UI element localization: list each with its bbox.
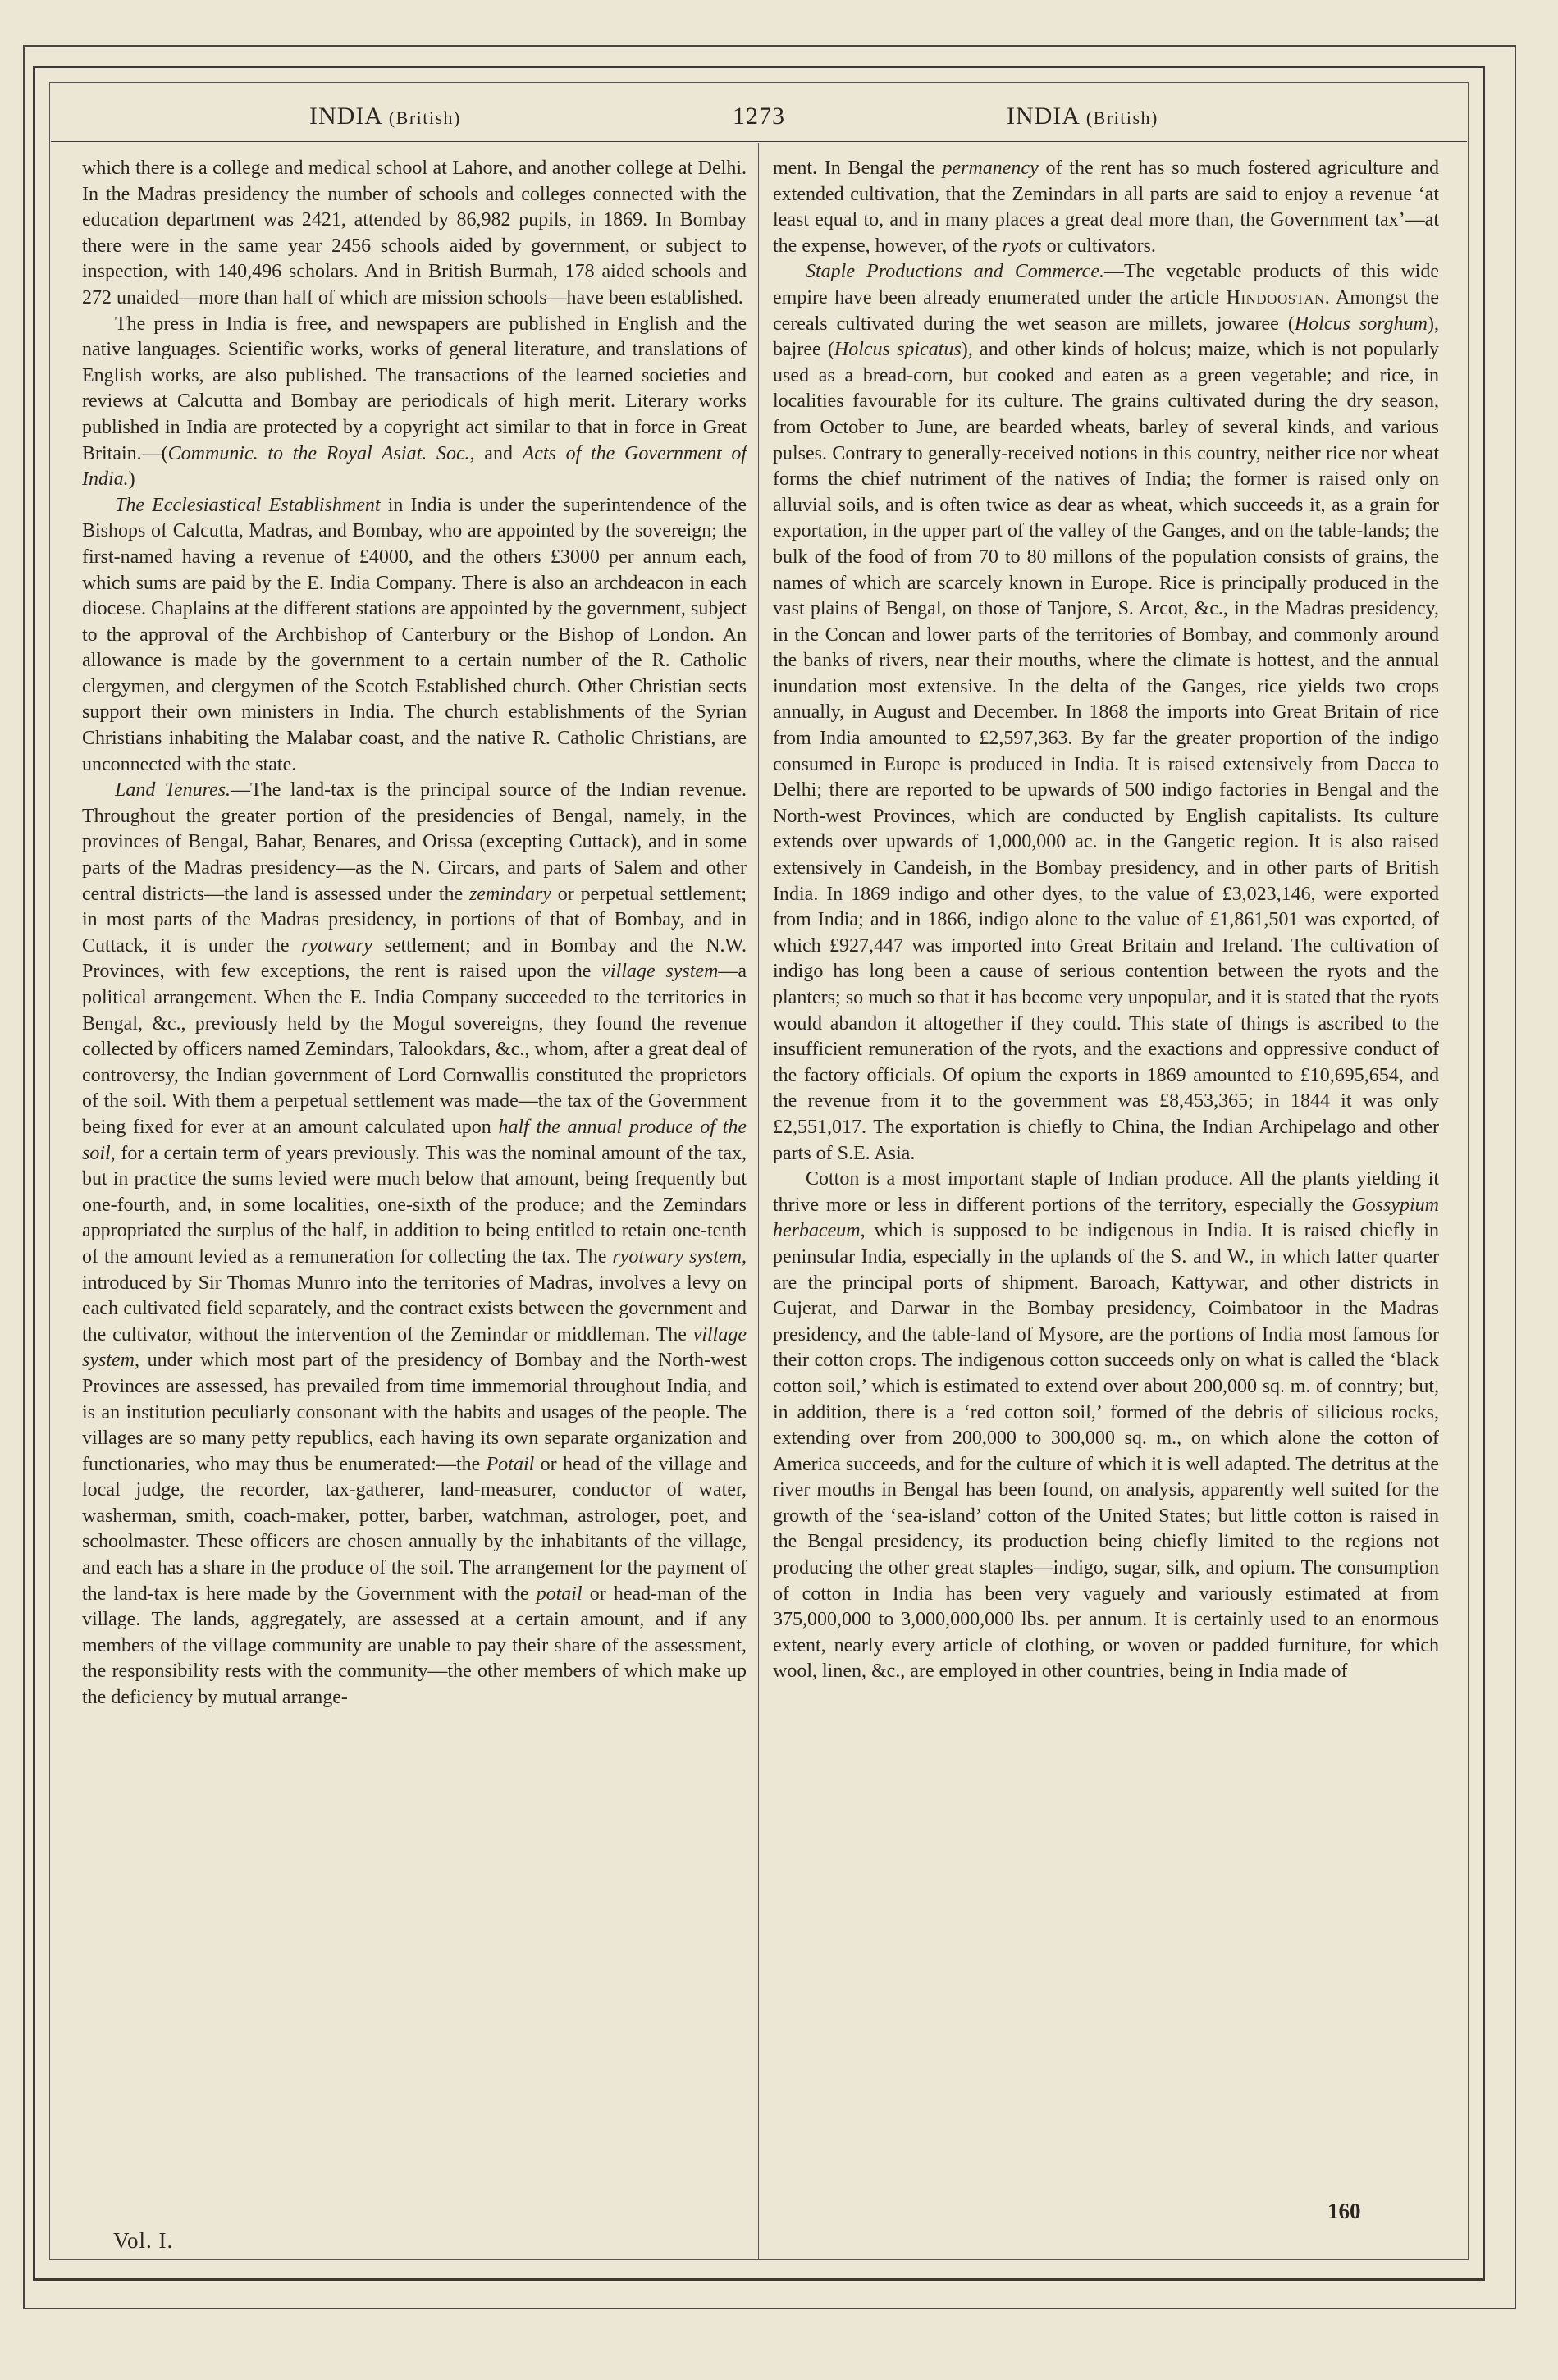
- volume-mark: Vol. I.: [113, 2228, 174, 2253]
- paragraph-land-tenures: Land Tenures.—The land-tax is the principal source of the Indian revenue. Throughout the greater portion of the presidencies of Bengal, namely, in the provinces of Bengal, Bahar, Benares, and Orissa (excepting Cuttack), and in some parts of the Madras presidency—as the N. Circars, and parts of Salem and other central districts—the land is assessed under the zemindary or perpetual settlement; in most parts of the Madras presidency, in portions of that of Bombay, and in Cuttack, it is under the ryotwary settlement; and in Bombay and the N.W. Provinces, with few exceptions, the rent is raised upon the village system—a political arrangement. When the E. India Company succeeded to the territories in Bengal, &c., previously held by the Mogul sovereigns, they found the revenue collected by officers named Zemindars, Talookdars, &c., whom, after a great deal of controversy, the Indian government of Lord Cornwallis constituted the proprietors of the soil. With them a perpetual settlement was made—the tax of the Government being fixed for ever at an amount calculated upon half the annual produce of the soil, for a certain term of years previously. This was the nominal amount of the tax, but in practice the sums levied were much below that amount, being frequently but one-fourth, and, in some localities, one-sixth of the produce; and the Zemindars appropriated the surplus of the half, in addition to being entitled to retain one-tenth of the amount levied as a remuneration for collecting the tax. The ryotwary system, introduced by Sir Thomas Munro into the territories of Madras, involves a levy on each cultivated field separately, and the contract exists between the government and the cultivator, without the intervention of the Zemindar or middleman. The village system, under which most part of the presidency of Bombay and the North-west Provinces are assessed, has prevailed from time immemorial throughout India, and is an institution peculiarly consonant with the habits and usages of the people. The villages are so many petty republics, each having its own separate organization and functionaries, who may thus be enumerated:—the Potail or head of the village and local judge, the recorder, tax-gatherer, land-measurer, conductor of water, washerman, smith, coach-maker, potter, barber, watchman, astrologer, poet, and schoolmaster. These officers are chosen annually by the inhabitants of the village, and each has a share in the produce of the soil. The arrangement for the payment of the land-tax is here made by the Government with the potail or head-man of the village. The lands, aggregately, are assessed at a certain amount, and if any members of the village community are unable to pay their share of the assessment, the responsibility rests with the community—the other members of which make up the deficiency by mutual arrange-: [82, 779, 747, 1709]
- running-head-right: INDIA (British): [1007, 103, 1158, 130]
- page-number: 1273: [733, 103, 785, 130]
- left-column: [82, 156, 747, 2256]
- section-heading-staple-productions: Staple Productions and Commerce.: [806, 261, 1104, 283]
- column-divider: [758, 143, 759, 2259]
- paragraph-staple-productions: Staple Productions and Commerce.—The vegetable products of this wide empire have been already enumerated under the article Hindoostan. Amongst the cereals cultivated during the wet season are millets, jowaree (Holcus sorghum), bajree (Holcus spicatus), and other kinds of holcus; maize, which is not popularly used as a bread-corn, but cooked and eaten as a green vegetable; and rice, in localities favourable for its culture. The grains cultivated during the dry season, from October to June, are bearded wheats, barley of several kinds, and various pulses. Contrary to generally-received notions in this country, neither rice nor wheat forms the chief nutriment of the natives of India; the former is raised only on alluvial soils, and is often twice as dear as wheat, which succeeds it, as a grain for exportation, in the upper part of the valley of the Ganges, and on the table-lands; the bulk of the food of from 70 to 80 millons of the population consists of grains, the names of which are scarcely known in Europe. Rice is principally produced in the vast plains of Bengal, on those of Tanjore, S. Arcot, &c., in the Madras presidency, in the Concan and lower parts of the territories of Bombay, and commonly around the banks of rivers, near their mouths, where the climate is hottest, and the annual inundation most extensive. In the delta of the Ganges, rice yields two crops annually, in August and December. In 1868 the imports into Great Britain of rice from India amounted to £2,597,363. By far the greater proportion of the indigo consumed in Europe is produced in India. It is raised extensively from Dacca to Delhi; there are reported to be upwards of 500 indigo factories in Bengal and the North-west Provinces, which are conducted by English capitalists. Its culture extends over upwards of 1,000,000 ac. in the Gangetic region. It is also raised extensively in Candeish, in the Bombay presidency, and in other parts of British India. In 1869 indigo and other dyes, to the value of £3,023,146, were exported from India; and in 1866, indigo alone to the value of £1,861,501 was exported, of which £927,447 was imported into Great Britain and Ireland. The cultivation of indigo has long been a cause of serious contention between the ryots and the planters; so much so that it has become very unpopular, and it is stated that the ryots would abandon it altogether if they could. This state of things is ascribed to the insufficient remuneration of the ryots, and the exactions and oppressive conduct of the factory officials. Of opium the exports in 1869 amounted to £10,695,654, and the revenue from it to the government was £8,453,365; in 1844 it was only £2,551,017. The exportation is chiefly to China, the Indian Archipelago and other parts of S.E. Asia.: [773, 261, 1439, 1164]
- paragraph-ecclesiastical: The Ecclesiastical Establishment in India is under the superintendence of the Bishops of Calcutta, Madras, and Bombay, who are appointed by the sovereign; the first-named having a revenue of £4000, and the others £3000 per annum each, which sums are paid by the E. India Company. There is also an archdeacon in each diocese. Chaplains at the different stations are appointed by the government, subject to the approval of the Archbishop of Canterbury or the Bishop of London. An allowance is made by the government to a certain number of the R. Catholic clergymen, and clergymen of the Scotch Established church. Other Christian sects support their own ministers in India. The church establishments of the Syrian Christians inhabiting the Malabar coast, and the native R. Catholic Christians, are unconnected with the state.: [82, 494, 747, 775]
- section-heading-ecclesiastical: The Ecclesiastical Establishment: [115, 494, 381, 516]
- right-column: [773, 156, 1439, 2256]
- signature-mark: 160: [1327, 2199, 1361, 2223]
- paragraph-cotton: Cotton is a most important staple of Indian produce. All the plants yielding it thrive more or less in different portions of the territory, especially the Gossypium herbaceum, which is supposed to be indigenous in India. It is raised chiefly in peninsular India, especially in the uplands of the S. and W., in which latter quarter are the principal ports of shipment. Baroach, Kattywar, and other districts in Gujerat, and Darwar in the Bombay presidency, Coimbatoor in the Madras presidency, and the table-land of Mysore, are the portions of India most famous for their cotton crops. The indigenous cotton succeeds only on what is called the ‘black cotton soil,’ which is estimated to extend over about 200,000 sq. m. of conntry; but, in addition, there is a ‘red cotton soil,’ formed of the debris of silicious rocks, extending over from 200,000 to 300,000 sq. m., on which alone the cotton of America succeeds, and for the culture of which it is well adapted. The detritus at the river mouths in Bengal has been found, on analysis, apparently well suited for the growth of the ‘sea-island’ cotton of the United States; but little cotton is raised in the Bengal presidency, its production being chiefly limited to the regions not producing the other great staples—indigo, sugar, silk, and opium. The consumption of cotton in India has been very vaguely and variously estimated at from 375,000,000 to 3,000,000,000 lbs. per annum. It is certainly used to an enormous extent, nearly every article of clothing, or woven or padded furniture, for which wool, linen, &c., are employed in other countries, being in India made of: [773, 1168, 1439, 1683]
- paragraph-permanency: ment. In Bengal the permanency of the rent has so much fostered agriculture and extended cultivation, that the Zemindars in all parts are said to enjoy a revenue ‘at least equal to, and in many places a great deal more than, the Government tax’—at the expense, however, of the ryots or cultivators.: [773, 158, 1439, 257]
- paragraph-press: The press in India is free, and newspapers are published in English and the native languages. Scientific works, works of general literature, and translations of English works, are also published. The transactions of the learned societies and reviews at Calcutta and Bombay are periodicals of high merit. Literary works published in India are protected by a copyright act similar to that in force in Great Britain.—(Communic. to the Royal Asiat. Soc., and Acts of the Government of India.): [82, 313, 747, 491]
- running-head: [51, 103, 1467, 135]
- section-heading-land-tenures: Land Tenures.: [115, 779, 231, 802]
- header-rule: [51, 141, 1467, 142]
- paragraph-education: which there is a college and medical school at Lahore, and another college at Delhi. In the Madras presidency the number of schools and colleges connected with the education department was 2421, attended by 86,982 pupils, in 1869. In Bombay there were in the same year 2456 schools aided by government, or subject to inspection, with 140,496 scholars. And in British Burmah, 178 aided schools and 272 unaided—more than half of which are mission schools—have been established.: [82, 158, 747, 308]
- running-head-left: INDIA (British): [309, 103, 461, 130]
